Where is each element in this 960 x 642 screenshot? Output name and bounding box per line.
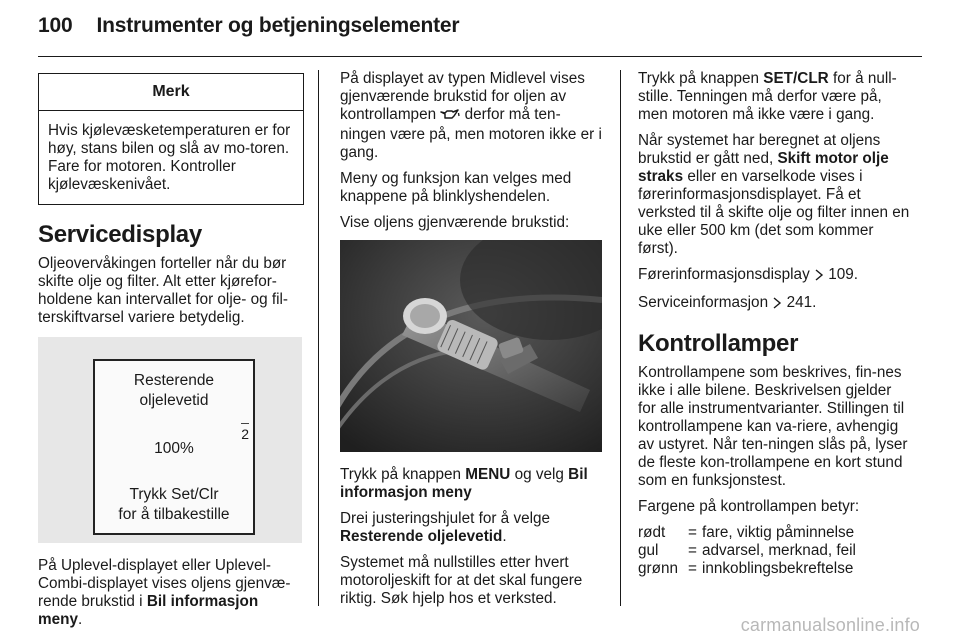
text: Når systemet har beregnet at oljens brukstid er gått ned,: [638, 132, 881, 167]
oil-can-icon: [440, 108, 460, 126]
column-divider: [318, 70, 319, 606]
menu-name: Bil informasjon meny: [340, 466, 588, 501]
page-reference-arrow-icon: [814, 268, 824, 286]
reference-label: Førerinformasjonsdisplay: [638, 266, 810, 283]
paragraph: Systemet må nullstilles etter hvert motoroljeskift for at det skal fungere riktig. Søk hjelp hos et verksted.: [340, 554, 583, 607]
table-row: [638, 524, 856, 542]
table-row: [638, 560, 856, 578]
column-divider: [620, 70, 621, 606]
paragraph: [638, 132, 910, 258]
display-line: for å tilbakestille: [118, 506, 230, 523]
text: .: [502, 528, 507, 545]
page-title: Instrumenter og betjeningselementer: [96, 14, 460, 37]
cross-reference[interactable]: [638, 294, 910, 314]
message-name: Skift motor olje straks: [638, 150, 889, 185]
oil-life-display-illustration: [38, 337, 302, 543]
page-number: 100: [38, 14, 73, 37]
paragraph: [340, 510, 602, 546]
cross-reference[interactable]: [638, 266, 910, 286]
page-reference-arrow-icon: [772, 296, 782, 314]
legend-equals: =: [688, 524, 697, 541]
paragraph: [38, 557, 304, 629]
paragraph: [638, 70, 910, 124]
legend-meaning: fare, viktig påminnelse: [702, 524, 855, 541]
column-3: [638, 70, 910, 578]
text: På displayet av typen Midlevel vises gjenværende brukstid for oljen av kontrollampen: [340, 70, 585, 123]
display-callout-number: 2: [241, 423, 249, 444]
text: Trykk på knappen: [638, 70, 764, 87]
paragraph: Meny og funksjon kan velges med knappene på blinklyshendelen.: [340, 170, 572, 205]
text: eller en varselkode vises i førerinformasjonsdisplayet. Få et verksted til å skifte olje og filter innen en uke eller 500 km (det som kommer først).: [638, 168, 910, 257]
text: På Uplevel-displayet eller Uplevel-Combi-displayet vises oljens gjenvæ-rende brukstid i: [38, 557, 291, 610]
text: Drei justeringshjulet for å velge: [340, 510, 551, 527]
legend-equals: =: [688, 542, 697, 559]
legend-meaning: innkoblingsbekreftelse: [702, 560, 854, 577]
menu-item-name: Resterende oljelevetid: [340, 528, 503, 545]
legend-color: gul: [638, 542, 659, 559]
menu-name: Bil informasjon meny: [38, 593, 259, 628]
color-legend-table: [638, 524, 856, 578]
paragraph: Kontrollampene som beskrives, fin-nes ikke i alle bilene. Beskrivelsen gjelder for alle instrumentvarianter. Stillingen til kontrollampene kan va-riere, avhengig av ustyret. Når ten-ningen slås på, lyser de fleste kon-trollampene en kort stund som en funksjonstest.: [638, 364, 908, 489]
table-row: [638, 542, 856, 560]
paragraph: [340, 466, 602, 502]
button-name: SET/CLR: [763, 70, 829, 87]
legend-color: grønn: [638, 560, 678, 577]
header-rule: [38, 56, 922, 57]
note-box: [38, 73, 304, 205]
paragraph: Oljeovervåkingen forteller når du bør skifte olje og filter. Alt etter kjørefor-holdene kan intervallet for olje- og fil-terskiftvarsel variere betydelig.: [38, 255, 288, 326]
legend-color: rødt: [638, 524, 666, 541]
paragraph: Fargene på kontrollampen betyr:: [638, 498, 860, 515]
text: for å null-stille. Tenningen må derfor være på, men motoren må ikke være i gang.: [638, 70, 897, 123]
note-text: Hvis kjølevæsketemperaturen er for høy, stans bilen og slå av mo-toren. Fare for motoren. Kontroller kjølevæskenivået.: [48, 122, 291, 193]
paragraph: Vise oljens gjenværende brukstid:: [340, 214, 570, 231]
display-line: Trykk Set/Clr: [129, 486, 219, 503]
turn-signal-lever-photo: [340, 240, 602, 452]
section-heading-servicedisplay: Servicedisplay: [38, 221, 202, 248]
text: Trykk på knappen: [340, 466, 466, 483]
legend-equals: =: [688, 560, 697, 577]
reference-label: Serviceinformasjon: [638, 294, 769, 311]
note-title: Merk: [39, 74, 303, 111]
text: .: [77, 611, 83, 628]
display-line: oljelevetid: [139, 392, 209, 409]
legend-meaning: advarsel, merknad, feil: [702, 542, 856, 559]
display-line: Resterende: [133, 372, 215, 389]
text: og velg: [510, 466, 569, 483]
watermark: carmanualsonline.info: [740, 615, 920, 635]
display-percent: 100%: [154, 440, 194, 457]
display-screen: [93, 359, 255, 535]
button-name: MENU: [465, 466, 511, 483]
column-2: [340, 70, 602, 616]
paragraph: [340, 70, 602, 162]
column-1: [38, 70, 304, 637]
page-header: [38, 14, 459, 38]
reference-page: 241.: [786, 294, 817, 311]
section-heading-kontrollamper: Kontrollamper: [638, 330, 799, 357]
reference-page: 109.: [828, 266, 858, 283]
text: derfor må ten-ningen være på, men motoren ikke er i gang.: [340, 106, 602, 161]
